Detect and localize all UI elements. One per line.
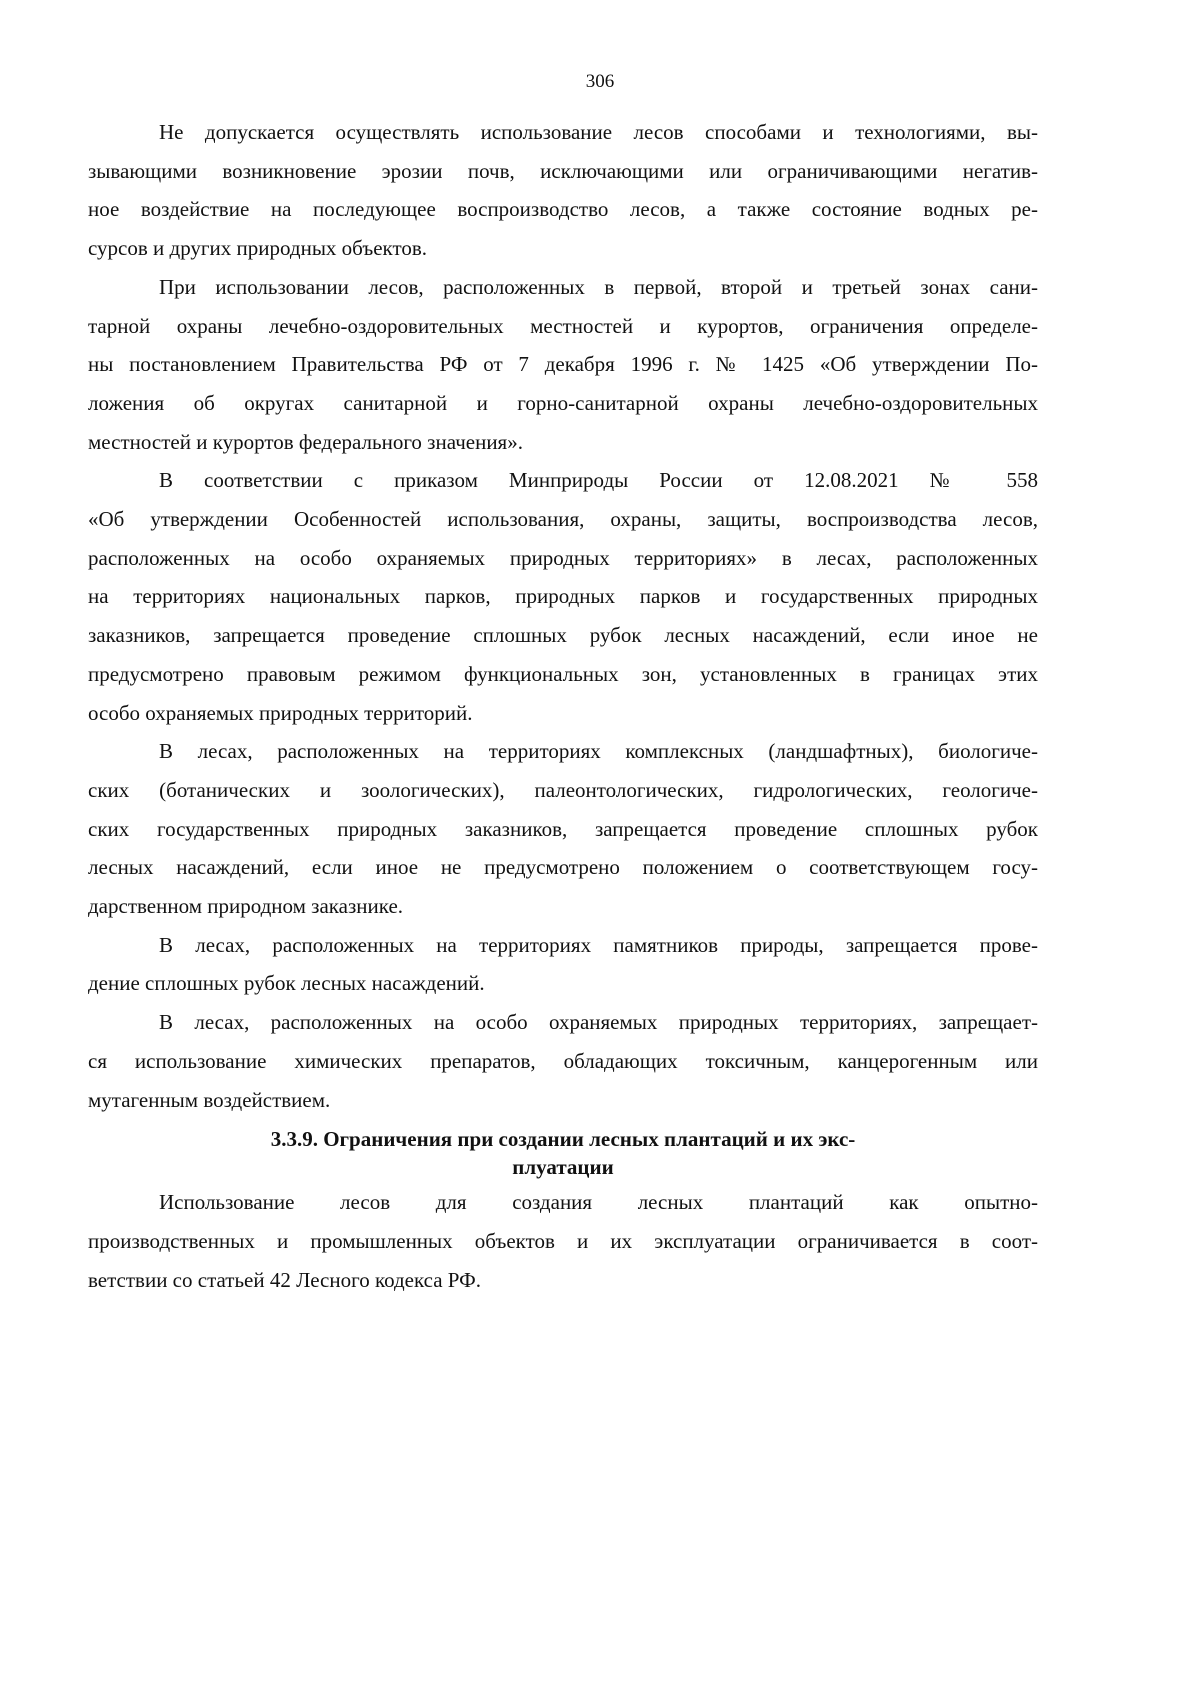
text-line: ся использование химических препаратов, обладающих токсичным, канцерогенным или: [88, 1048, 1038, 1073]
paragraph-reserves: [88, 732, 1038, 926]
text-line: зывающими возникновение эрозии почв, исключающими или ограничивающими негатив-: [88, 158, 1038, 183]
text-line: расположенных на особо охраняемых природных территориях» в лесах, расположенных: [88, 545, 1038, 570]
text-line: В соответствии с приказом Минприроды России от 12.08.2021 № 558: [159, 468, 1038, 493]
paragraph-erosion: [88, 113, 1038, 268]
text-line: на территориях национальных парков, природных парков и государственных природных: [88, 584, 1038, 609]
text-line: Не допускается осуществлять использование лесов способами и технологиями, вы-: [159, 120, 1038, 144]
text-line: Использование лесов для создания лесных плантаций как опытно-: [159, 1190, 1038, 1215]
text-line: ветствии со статьей 42 Лесного кодекса РФ.: [88, 1267, 481, 1292]
text-line: «Об утверждении Особенностей использования, охраны, защиты, воспроизводства лесов,: [88, 507, 1038, 532]
text-line: дение сплошных рубок лесных насаждений.: [88, 971, 485, 996]
paragraph-sanitary-zones: [88, 268, 1038, 462]
text-line: В лесах, расположенных на особо охраняемых природных территориях, запрещает-: [159, 1010, 1038, 1035]
text-line: сурсов и других природных объектов.: [88, 236, 428, 261]
document-body: [88, 113, 1038, 1299]
text-line: ских (ботанических и зоологических), палеонтологических, гидрологических, геологиче-: [88, 777, 1038, 802]
section-heading: [88, 1125, 1038, 1181]
paragraph-plantations: [88, 1183, 1038, 1299]
text-line: ное воздействие на последующее воспроизводство лесов, а также состояние водных ре-: [88, 197, 1038, 222]
heading-line: плуатации: [512, 1155, 614, 1180]
paragraph-nature-monuments: [88, 926, 1038, 1003]
paragraph-minprirody-order: [88, 461, 1038, 732]
text-line: дарственном природном заказнике.: [88, 894, 404, 919]
text-line: лесных насаждений, если иное не предусмотрено положением о соответствующем госу-: [88, 855, 1038, 880]
text-line: ложения об округах санитарной и горно-санитарной охраны лечебно-оздоровительных: [88, 390, 1038, 415]
text-line: В лесах, расположенных на территориях комплексных (ландшафтных), биологиче-: [159, 739, 1038, 764]
heading-line: 3.3.9. Ограничения при создании лесных плантаций и их экс-: [270, 1127, 856, 1152]
text-line: ских государственных природных заказников, запрещается проведение сплошных рубок: [88, 816, 1038, 841]
text-line: производственных и промышленных объектов и их эксплуатации ограничивается в соот-: [88, 1228, 1038, 1253]
page-number: 306: [585, 71, 615, 92]
text-line: В лесах, расположенных на территориях памятников природы, запрещается прове-: [159, 932, 1038, 957]
text-line: заказников, запрещается проведение сплошных рубок лесных насаждений, если иное не: [88, 623, 1038, 648]
paragraph-chemicals: [88, 1003, 1038, 1119]
text-line: мутагенным воздействием.: [88, 1087, 331, 1112]
text-line: ны постановлением Правительства РФ от 7 декабря 1996 г. № 1425 «Об утверждении По-: [88, 352, 1038, 377]
text-line: предусмотрено правовым режимом функциональных зон, установленных в границах этих: [88, 661, 1038, 686]
text-line: местностей и курортов федерального значения».: [88, 429, 523, 454]
text-line: тарной охраны лечебно-оздоровительных местностей и курортов, ограничения определе-: [88, 313, 1038, 338]
text-line: При использовании лесов, расположенных в первой, второй и третьей зонах сани-: [159, 274, 1038, 299]
text-line: особо охраняемых природных территорий.: [88, 700, 473, 725]
